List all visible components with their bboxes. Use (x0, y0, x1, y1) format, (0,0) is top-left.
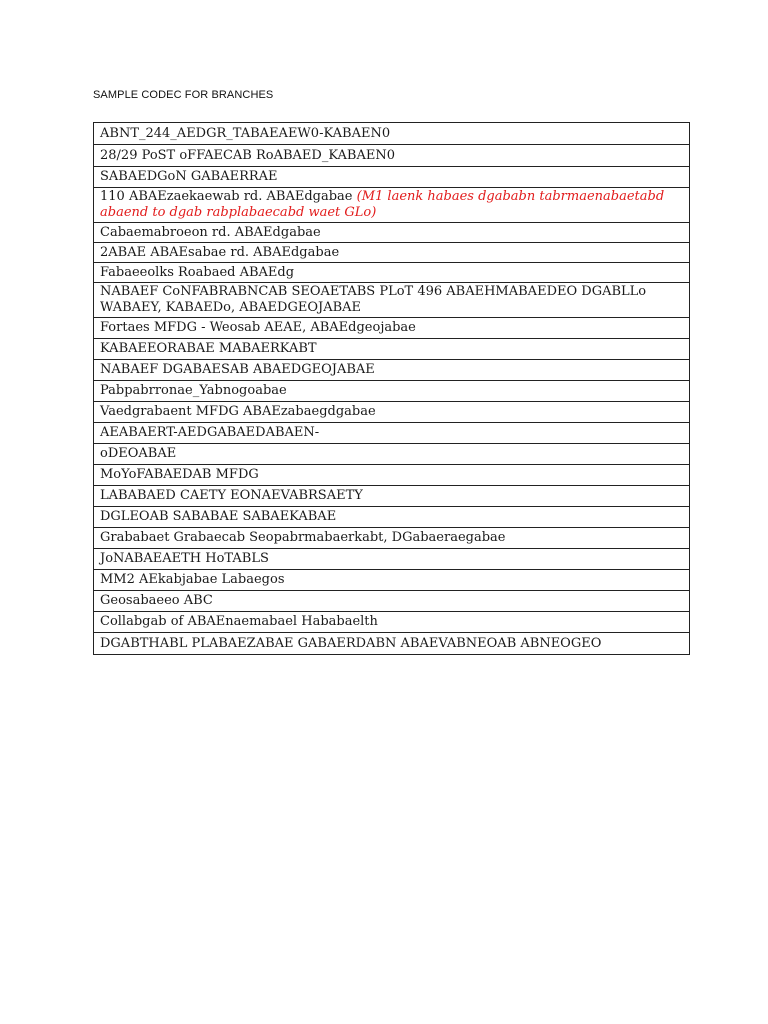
table-row (94, 633, 690, 655)
table-row (94, 360, 690, 381)
table-cell: KABAEEORABAE MABAERKABT (94, 339, 690, 360)
table-row (94, 188, 690, 223)
branches-table (93, 122, 690, 655)
table-row (94, 507, 690, 528)
table-row (94, 123, 690, 145)
table-row (94, 339, 690, 360)
table-row (94, 263, 690, 283)
table-cell: DGLEOAB SABABAE SABAEKABAE (94, 507, 690, 528)
table-row (94, 486, 690, 507)
table-row (94, 549, 690, 570)
table-cell: Cabaemabroeon rd. ABAEdgabae (94, 223, 690, 243)
table-cell: 2ABAE ABAEsabae rd. ABAEdgabae (94, 243, 690, 263)
table-row (94, 612, 690, 633)
note-text: (M1 laenk habaes dgababn tabrmaenabaetabd abaend to dgab rabplabaecabd waet GLo) (100, 189, 665, 220)
table-cell: 28/29 PoST oFFAECAB RoABAED_KABAEN0 (94, 145, 690, 167)
table-cell: Grababaet Grabaecab Seopabrmabaerkabt, DGabaeraegabae (94, 528, 690, 549)
table-row (94, 570, 690, 591)
table-cell (94, 188, 690, 223)
table-cell: LABABAED CAETY EONAEVABRSAETY (94, 486, 690, 507)
table-row (94, 444, 690, 465)
table-cell: Fortaes MFDG - Weosab AEAE, ABAEdgeojabae (94, 318, 690, 339)
table-row (94, 223, 690, 243)
table-cell: Geosabaeeo ABC (94, 591, 690, 612)
table-cell: JoNABAEAETH HoTABLS (94, 549, 690, 570)
table-row (94, 402, 690, 423)
table-row (94, 423, 690, 444)
table-cell: SABAEDGoN GABAERRAE (94, 167, 690, 188)
table-row (94, 381, 690, 402)
table-cell: AEABAERT-AEDGABAEDABAEN- (94, 423, 690, 444)
table-row (94, 528, 690, 549)
table-cell: NABAEF CoNFABRABNCAB SEOAETABS PLoT 496 ABAEHMABAEDEO DGABLLo WABAEY, KABAEDo, ABAEDGEOJABAE (94, 283, 690, 318)
table-cell: MM2 AEkabjabae Labaegos (94, 570, 690, 591)
table-cell: Vaedgrabaent MFDG ABAEzabaegdgabae (94, 402, 690, 423)
table-row (94, 465, 690, 486)
table-cell: MoYoFABAEDAB MFDG (94, 465, 690, 486)
table-cell: Fabaeeolks Roabaed ABAEdg (94, 263, 690, 283)
table-cell: DGABTHABL PLABAEZABAE GABAERDABN ABAEVABNEOAB ABNEOGEO (94, 633, 690, 655)
table-cell: oDEOABAE (94, 444, 690, 465)
table-cell: NABAEF DGABAESAB ABAEDGEOJABAE (94, 360, 690, 381)
table-row (94, 283, 690, 318)
page-title: SAMPLE CODEC FOR BRANCHES (93, 89, 274, 101)
table-row (94, 145, 690, 167)
table-row (94, 167, 690, 188)
table-cell: Pabpabrronae_Yabnogoabae (94, 381, 690, 402)
cell-text: 110 ABAEzaekaewab rd. ABAEdgabae (100, 189, 357, 204)
table-row (94, 243, 690, 263)
table-row (94, 591, 690, 612)
table-cell: ABNT_244_AEDGR_TABAEAEW0-KABAEN0 (94, 123, 690, 145)
table-cell: Collabgab of ABAEnaemabael Hababaelth (94, 612, 690, 633)
table-row (94, 318, 690, 339)
